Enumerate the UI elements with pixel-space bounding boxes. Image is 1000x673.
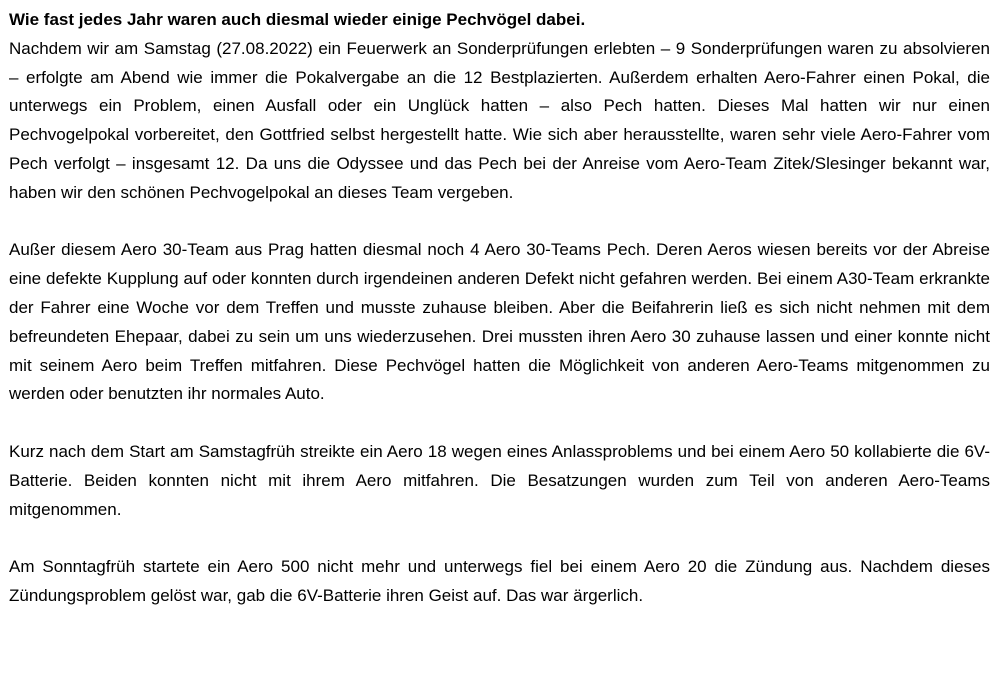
document-title: Wie fast jedes Jahr waren auch diesmal wieder einige Pechvögel dabei.: [9, 10, 586, 29]
paragraph-gap: [9, 208, 990, 237]
paragraph-3: Kurz nach dem Start am Samstagfrüh streikte ein Aero 18 wegen eines Anlassproblems und bei einem Aero 50 kollabierte die 6V-Batterie. Beiden konnten nicht mit ihrem Aero mitfahren. Die Besatzungen wurden zum Teil von anderen Aero-Teams mitgenommen.: [9, 441, 990, 519]
paragraph-1: Nachdem wir am Samstag (27.08.2022) ein Feuerwerk an Sonderprüfungen erlebten – 9 Sonderprüfungen waren zu absolvieren – erfolgte am Abend wie immer die Pokalvergabe an die 12 Bestplazierten. Außerdem erhalten Aero-Fahrer einen Pokal, die unterwegs ein Problem, einen Ausfall oder ein Unglück hatten – also Pech hatten. Dieses Mal hatten wir nur einen Pechvogelpokal vorbereitet, den Gottfried selbst hergestellt hatte. Wie sich aber herausstellte, waren sehr viele Aero-Fahrer vom Pech verfolgt – insgesamt 12. Da uns die Odyssee und das Pech bei der Anreise vom Aero-Team Zitek/Slesinger bekannt war, haben wir den schönen Pechvogelpokal an dieses Team vergeben.: [9, 38, 990, 202]
paragraph-gap: [9, 524, 990, 553]
paragraph-4: Am Sonntagfrüh startete ein Aero 500 nicht mehr und unterwegs fiel bei einem Aero 20 die Zündung aus. Nachdem dieses Zündungsproblem gelöst war, gab die 6V-Batterie ihren Geist auf. Das war ärgerlich.: [9, 557, 990, 605]
paragraph-2: Außer diesem Aero 30-Team aus Prag hatten diesmal noch 4 Aero 30-Teams Pech. Deren Aeros wiesen bereits vor der Abreise eine defekte Kupplung auf oder konnten durch irgendeinen anderen Defekt nicht gefahren werden. Bei einem A30-Team erkrankte der Fahrer eine Woche vor dem Treffen und musste zuhause bleiben. Aber die Beifahrerin ließ es sich nicht nehmen mit dem befreundeten Ehepaar, dabei zu sein um uns wiederzusehen. Drei mussten ihren Aero 30 zuhause lassen und einer konnte nicht mit seinem Aero beim Treffen mitfahren. Diese Pechvögel hatten die Möglichkeit von anderen Aero-Teams mitgenommen zu werden oder benutzten ihr normales Auto.: [9, 240, 990, 404]
document-body: [9, 6, 990, 611]
paragraph-gap: [9, 409, 990, 438]
